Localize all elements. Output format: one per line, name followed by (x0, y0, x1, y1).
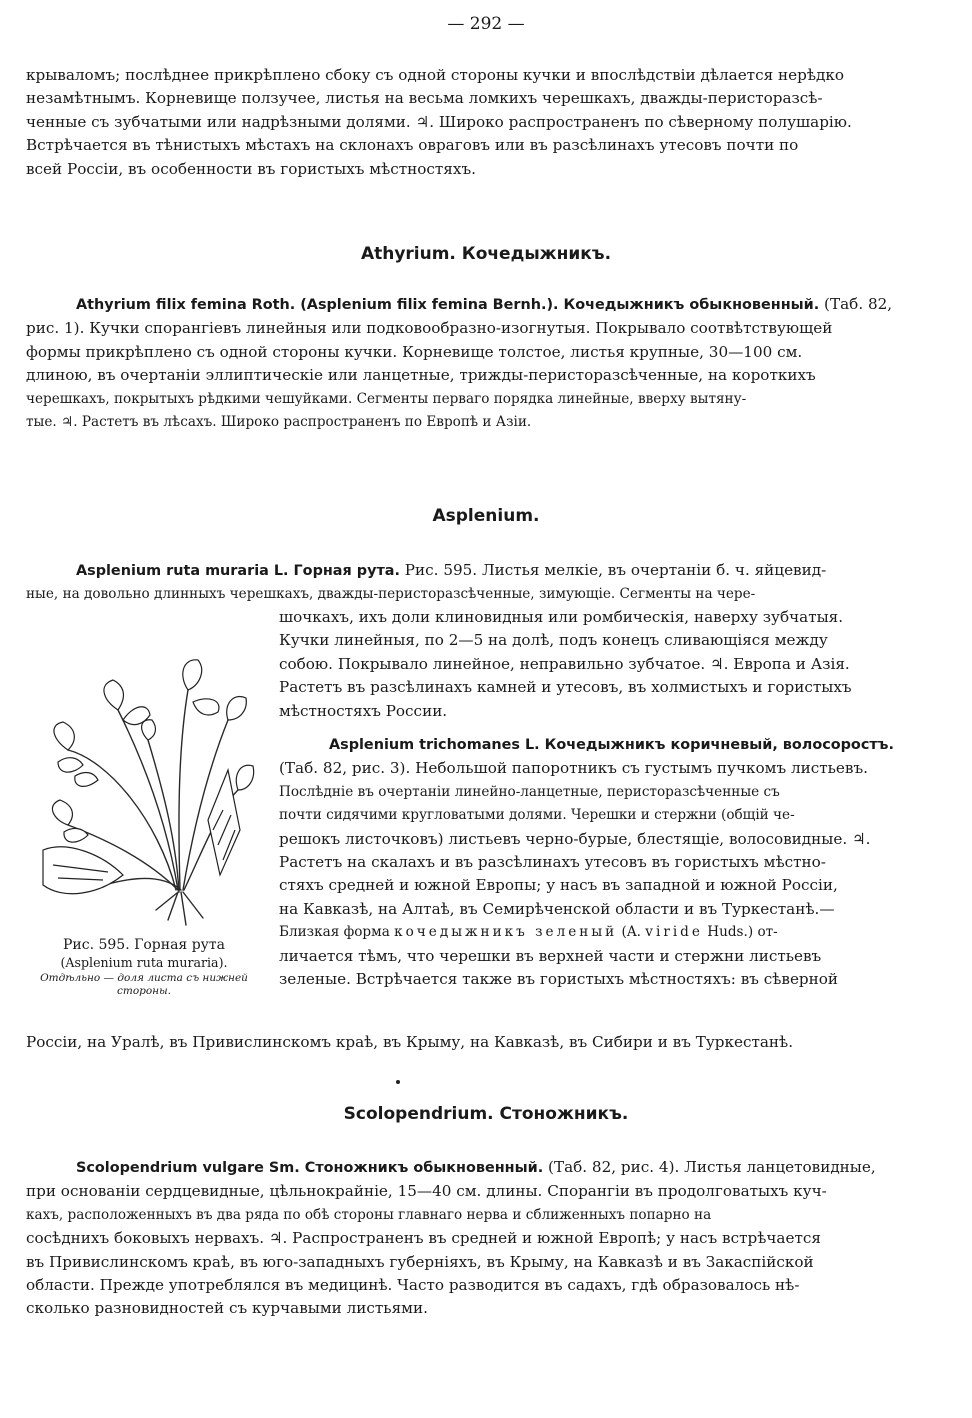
caption-note: стороны. (116, 985, 171, 997)
fern-illustration (28, 640, 260, 930)
text-line: Растетъ въ разсѣлинахъ камней и утесовъ, въ холмистыхъ и гористыхъ (279, 678, 852, 697)
text-line: мѣстностяхъ России. (279, 701, 448, 720)
page-number: — 292 — (447, 14, 525, 34)
text-line: почти сидячими кругловатыми долями. Черешки и стержни (общій че- (279, 807, 795, 824)
text-line: Встрѣчается въ тѣнистыхъ мѣстахъ на склонахъ овраговъ или въ разсѣлинахъ утесовъ почти по (26, 136, 799, 155)
text-fragment: (A. (617, 924, 646, 941)
text-line: личается тѣмъ, что черешки въ верхней части и стержни листьевъ (279, 946, 822, 965)
text-line: области. Прежде употреблялся въ медицинѣ. Часто разводится въ садахъ, гдѣ образовалось нѣ- (26, 1276, 800, 1295)
caption-latin-name: (Asplenium ruta muraria). (60, 955, 228, 970)
text-fragment: (Таб. 82, (819, 295, 893, 313)
text-line: ченные съ зубчатыми или надрѣзными долями. ♃. Широко распространенъ по сѣверному полушарію. (26, 112, 852, 131)
text-fragment: (Таб. 82, рис. 4). Листья ланцетовидные, (543, 1158, 876, 1176)
species-name: Asplenium trichomanes L. Кочедыжникъ коричневый, волосоростъ. (329, 737, 894, 754)
text-line: сосѣднихъ боковыхъ нервахъ. ♃. Распространенъ въ средней и южной Европѣ; у насъ встрѣчается (26, 1229, 821, 1248)
text-line (279, 921, 946, 944)
text-line (26, 293, 946, 317)
text-line: решокъ листочковъ) листьевъ черно-бурые, блестящіе, волосовидные. ♃. (279, 829, 871, 848)
text-line (26, 1156, 946, 1180)
text-line: на Кавказѣ, на Алтаѣ, въ Семирѣченской области и въ Туркестанѣ.— (279, 899, 835, 918)
asplenium-bottom-line (26, 1031, 946, 1054)
text-line: собою. Покрывало линейное, неправильно зубчатое. ♃. Европа и Азія. (279, 654, 850, 673)
intro-paragraph (26, 64, 946, 181)
asplenium-right-column (279, 606, 946, 992)
text-line: длиною, въ очертаніи эллиптическіе или ланцетные, трижды-перисторазсѣченные, на короткихъ (26, 366, 816, 385)
text-line: стяхъ средней и южной Европы; у насъ въ западной и южной Россіи, (279, 876, 838, 895)
text-line: въ Привислинскомъ краѣ, въ юго-западныхъ губерніяхъ, въ Крыму, на Кавказѣ и въ Закаспійской (26, 1252, 814, 1271)
text-line: шочкахъ, ихъ доли клиновидныя или ромбическія, наверху зубчатыя. (279, 608, 844, 626)
text-line: ные, на довольно длинныхъ черешкахъ, дважды-перисторазсѣченные, зимующіе. Сегменты на чере- (26, 586, 756, 603)
text-line: незамѣтнымъ. Корневище ползучее, листья на весьма ломкихъ черешкахъ, дважды-перисторазсѣ- (26, 89, 823, 108)
text-line: (Таб. 82, рис. 3). Небольшой папоротникъ съ густымъ пучкомъ листьевъ. (279, 759, 868, 778)
text-fragment: Близкая форма (279, 924, 395, 941)
text-line: кахъ, расположенныхъ въ два ряда по обѣ стороны главнаго нерва и сближенныхъ попарно на (26, 1206, 712, 1223)
section-heading-athyrium: Athyrium. Кочедыжникъ. (360, 244, 612, 264)
text-line: крываломъ; послѣднее прикрѣплено сбоку съ одной стороны кучки и впослѣдствіи дѣлается нерѣдко (26, 66, 844, 84)
text-line: всей Россіи, въ особенности въ гористыхъ мѣстностяхъ. (26, 159, 476, 178)
text-line: сколько разновидностей съ курчавыми листьями. (26, 1299, 428, 1318)
species-name: Scolopendrium vulgare Sm. Стоножникъ обыкновенный. (76, 1160, 544, 1176)
caption-note: Отдѣльно — доля листа съ нижней (40, 972, 248, 984)
asplenium-ruta-top (26, 559, 946, 607)
text-fragment: viride (645, 924, 703, 941)
text-line: Кучки линейныя, по 2—5 на долѣ, подъ конецъ сливающіяся между (279, 631, 828, 650)
text-line: Послѣдніе въ очертаніи линейно-ланцетные, перисторазсѣченные съ (279, 783, 780, 800)
athyrium-paragraph (26, 293, 946, 434)
text-line: формы прикрѣплено съ одной стороны кучки. Корневище толстое, листья крупные, 30—100 см. (26, 342, 803, 361)
text-line: рис. 1). Кучки спорангіевъ линейныя или подковообразно-изогнутыя. Покрывало соотвѣтствующей (26, 319, 833, 338)
text-line: Россіи, на Уралѣ, въ Привислинскомъ краѣ, въ Крыму, на Кавказѣ, въ Сибири и въ Туркестанѣ. (26, 1033, 794, 1051)
text-line (279, 733, 946, 757)
text-line: зеленые. Встрѣчается также въ гористыхъ мѣстностяхъ: въ сѣверной (279, 970, 839, 989)
figure-caption (18, 936, 270, 998)
scolopendrium-paragraph (26, 1156, 946, 1321)
section-heading-scolopendrium: Scolopendrium. Стоножникъ. (343, 1104, 629, 1124)
species-name: Athyrium filix femina Roth. (Asplenium filix femina Bernh.). Кочедыжникъ обыкновенный. (76, 297, 820, 313)
text-line: тые. ♃. Растетъ въ лѣсахъ. Широко распространенъ по Европѣ и Азіи. (26, 414, 532, 431)
stray-dot (396, 1080, 400, 1084)
text-line (26, 559, 946, 583)
text-line: при основаніи сердцевидные, цѣльнокрайніе, 15—40 см. длины. Спорангіи въ продолговатыхъ куч- (26, 1182, 827, 1201)
text-fragment: кочедыжникъ зеленый (394, 924, 618, 941)
text-fragment: Рис. 595. Листья мелкіе, въ очертаніи б. ч. яйцевид- (399, 561, 827, 579)
species-name: Asplenium ruta muraria L. Горная рута. (76, 563, 400, 579)
text-line: черешкахъ, покрытыхъ рѣдкими чешуйками. Сегменты перваго порядка линейные, вверху вытяну- (26, 390, 747, 407)
section-heading-asplenium: Asplenium. (432, 506, 540, 526)
text-fragment: Huds.) от- (702, 924, 778, 941)
text-line: Растетъ на скалахъ и въ разсѣлинахъ утесовъ въ гористыхъ мѣстно- (279, 853, 826, 872)
caption-title: Рис. 595. Горная рута (62, 937, 226, 953)
